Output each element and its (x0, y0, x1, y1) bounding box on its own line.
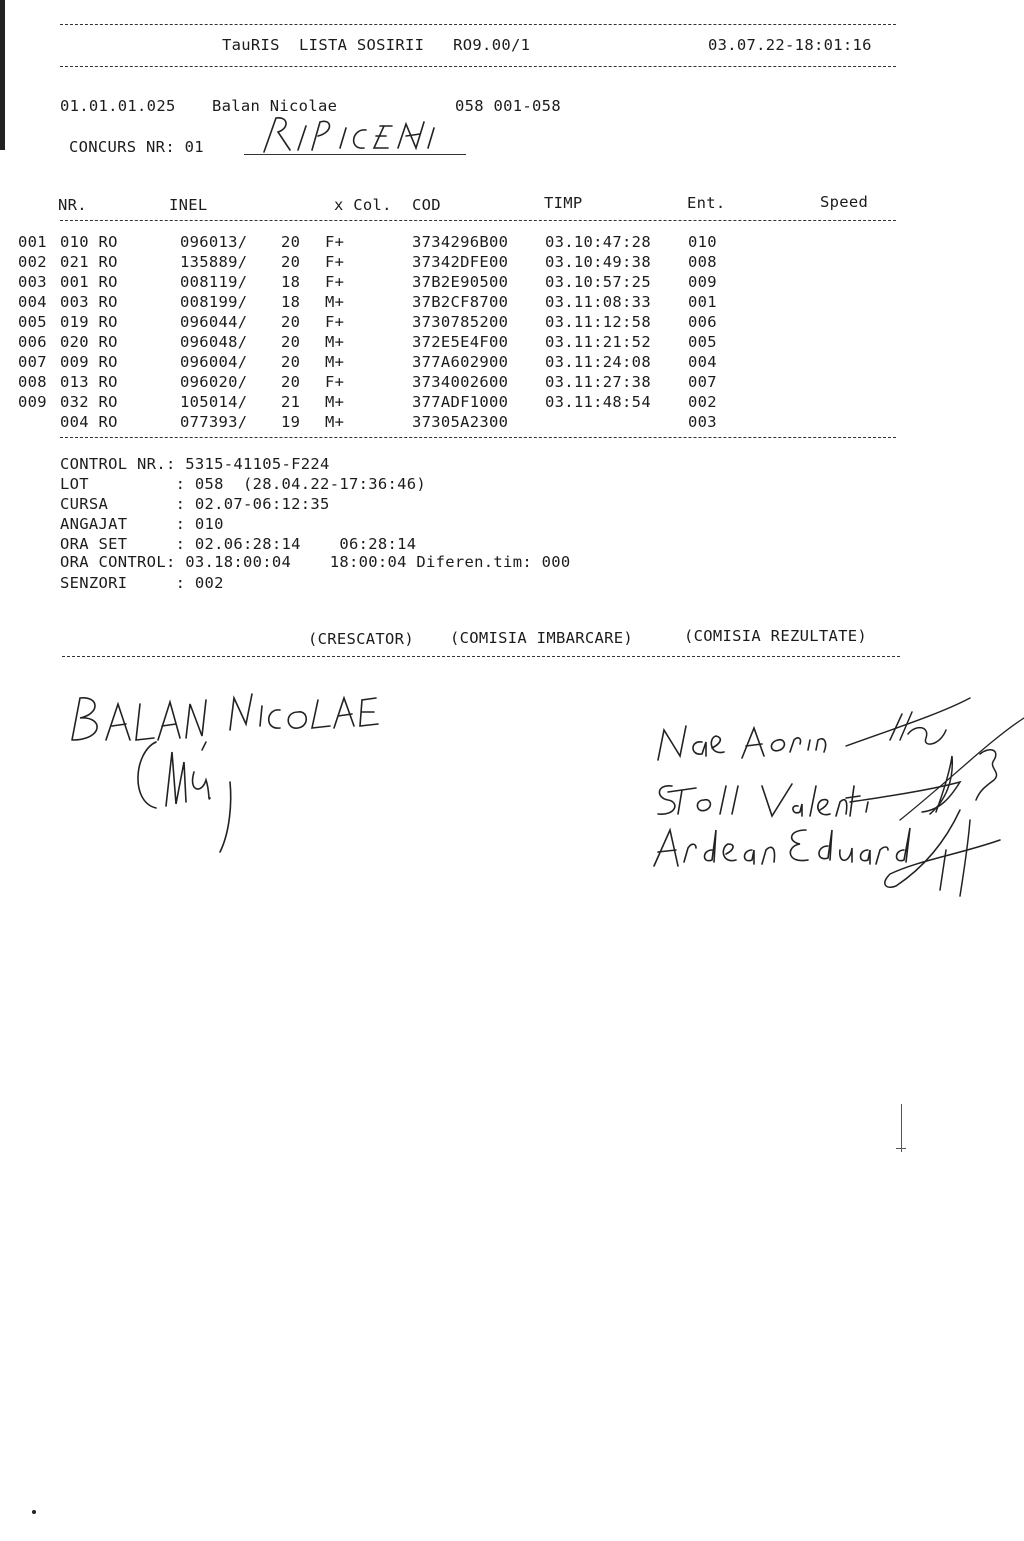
row-inel: 096044/ (180, 313, 248, 331)
row-inel: 105014/ (180, 393, 248, 411)
label-comisia-imbarcare: (COMISIA IMBARCARE) (450, 629, 634, 647)
concurs-place-handwritten (256, 112, 436, 160)
row-ent: 004 (688, 353, 717, 371)
col-header-speed: Speed (820, 193, 869, 211)
row-timp: 03.10:47:28 (545, 233, 651, 251)
label-comisia-rezultate: (COMISIA REZULTATE) (684, 627, 868, 645)
control-senzori: SENZORI : 002 (60, 574, 224, 592)
row-age: 21 (281, 393, 301, 411)
report-title: TauRIS LISTA SOSIRII RO9.00/1 (222, 36, 531, 54)
row-inel: 096048/ (180, 333, 248, 351)
row-index: 008 (18, 373, 47, 391)
row-cod: 3730785200 (412, 313, 509, 331)
row-timp: 03.10:57:25 (545, 273, 651, 291)
row-col: F+ (325, 233, 345, 251)
row-ent: 006 (688, 313, 717, 331)
table-row (18, 293, 717, 313)
control-nr: CONTROL NR.: 5315-41105-F224 (60, 455, 330, 473)
header-bottom-rule (60, 66, 896, 67)
row-age: 20 (281, 333, 301, 351)
header-top-rule (60, 24, 896, 25)
row-ent: 008 (688, 253, 717, 271)
row-index: 002 (18, 253, 47, 271)
col-header-cod: COD (412, 196, 441, 214)
row-cod: 37B2E90500 (412, 273, 509, 291)
row-age: 20 (281, 373, 301, 391)
row-ent: 003 (688, 413, 717, 431)
control-angajat: ANGAJAT : 010 (60, 515, 224, 533)
row-timp: 03.10:49:38 (545, 253, 651, 271)
table-bottom-rule (60, 437, 896, 438)
row-col: F+ (325, 313, 345, 331)
owner-code: 01.01.01.025 (60, 97, 176, 115)
scan-artifact-tick (896, 1148, 906, 1149)
table-header-rule (60, 220, 896, 221)
breeder-signature (126, 732, 256, 866)
row-ent: 009 (688, 273, 717, 291)
row-age: 20 (281, 353, 301, 371)
control-ora-control: ORA CONTROL: 03.18:00:04 18:00:04 Diferen.tim: 000 (60, 553, 571, 571)
row-inel: 135889/ (180, 253, 248, 271)
owner-lot-range: 058 001-058 (455, 97, 561, 115)
label-crescator: (CRESCATOR) (308, 630, 414, 648)
col-header-timp: TIMP (544, 194, 583, 212)
row-index: 001 (18, 233, 47, 251)
owner-name: Balan Nicolae (212, 97, 338, 115)
row-inel: 096013/ (180, 233, 248, 251)
handwriting-breeder-signature (126, 732, 256, 862)
row-timp: 03.11:24:08 (545, 353, 651, 371)
scan-edge-shadow (0, 0, 5, 150)
row-nr: 013 RO (60, 373, 118, 391)
row-inel: 096004/ (180, 353, 248, 371)
table-row (18, 393, 717, 413)
row-ent: 007 (688, 373, 717, 391)
handwriting-commission-signatures (650, 690, 1024, 900)
row-cod: 37342DFE00 (412, 253, 509, 271)
row-index: 007 (18, 353, 47, 371)
scan-artifact-mark (901, 1104, 902, 1152)
row-col: F+ (325, 253, 345, 271)
row-timp: 03.11:27:38 (545, 373, 651, 391)
row-col: F+ (325, 273, 345, 291)
row-inel: 008119/ (180, 273, 248, 291)
table-row (18, 273, 717, 293)
row-nr: 004 RO (60, 413, 118, 431)
row-col: M+ (325, 393, 345, 411)
col-header-nr: NR. (58, 196, 87, 214)
row-nr: 001 RO (60, 273, 118, 291)
col-header-ent: Ent. (687, 194, 726, 212)
row-col: M+ (325, 353, 345, 371)
control-lot: LOT : 058 (28.04.22-17:36:46) (60, 475, 427, 493)
row-timp: 03.11:12:58 (545, 313, 651, 331)
row-age: 18 (281, 273, 301, 291)
concurs-label: CONCURS NR: 01 (69, 138, 204, 156)
row-nr: 019 RO (60, 313, 118, 331)
row-index: 005 (18, 313, 47, 331)
row-age: 20 (281, 233, 301, 251)
row-cod: 377ADF1000 (412, 393, 509, 411)
row-col: M+ (325, 333, 345, 351)
row-index: 006 (18, 333, 47, 351)
commission-signatures (650, 690, 1024, 904)
table-row (18, 373, 717, 393)
row-age: 18 (281, 293, 301, 311)
control-ora-set: ORA SET : 02.06:28:14 06:28:14 (60, 535, 417, 553)
handwriting-ripiceni (256, 112, 436, 156)
row-nr: 009 RO (60, 353, 118, 371)
scan-artifact-dot (32, 1510, 36, 1514)
row-ent: 005 (688, 333, 717, 351)
row-age: 20 (281, 313, 301, 331)
row-timp: 03.11:21:52 (545, 333, 651, 351)
signature-rule (62, 656, 900, 657)
row-nr: 003 RO (60, 293, 118, 311)
row-col: F+ (325, 373, 345, 391)
row-nr: 010 RO (60, 233, 118, 251)
row-ent: 001 (688, 293, 717, 311)
row-timp: 03.11:08:33 (545, 293, 651, 311)
row-col: M+ (325, 413, 345, 431)
table-row (18, 233, 717, 253)
table-row (18, 413, 717, 433)
col-header-xcol: x Col. (334, 196, 392, 214)
control-cursa: CURSA : 02.07-06:12:35 (60, 495, 330, 513)
row-nr: 020 RO (60, 333, 118, 351)
row-inel: 096020/ (180, 373, 248, 391)
table-row (18, 333, 717, 353)
row-cod: 372E5E4F00 (412, 333, 509, 351)
row-cod: 37B2CF8700 (412, 293, 509, 311)
report-datetime: 03.07.22-18:01:16 (708, 36, 872, 54)
table-row (18, 353, 717, 373)
table-row (18, 253, 717, 273)
row-index: 009 (18, 393, 47, 411)
row-age: 20 (281, 253, 301, 271)
row-inel: 077393/ (180, 413, 248, 431)
row-index: 004 (18, 293, 47, 311)
row-ent: 002 (688, 393, 717, 411)
row-col: M+ (325, 293, 345, 311)
row-cod: 3734002600 (412, 373, 509, 391)
row-cod: 3734296B00 (412, 233, 509, 251)
row-index: 003 (18, 273, 47, 291)
row-timp: 03.11:48:54 (545, 393, 651, 411)
col-header-inel: INEL (169, 196, 208, 214)
row-ent: 010 (688, 233, 717, 251)
row-cod: 377A602900 (412, 353, 509, 371)
row-cod: 37305A2300 (412, 413, 509, 431)
row-nr: 021 RO (60, 253, 118, 271)
table-row (18, 313, 717, 333)
row-age: 19 (281, 413, 301, 431)
row-inel: 008199/ (180, 293, 248, 311)
row-nr: 032 RO (60, 393, 118, 411)
